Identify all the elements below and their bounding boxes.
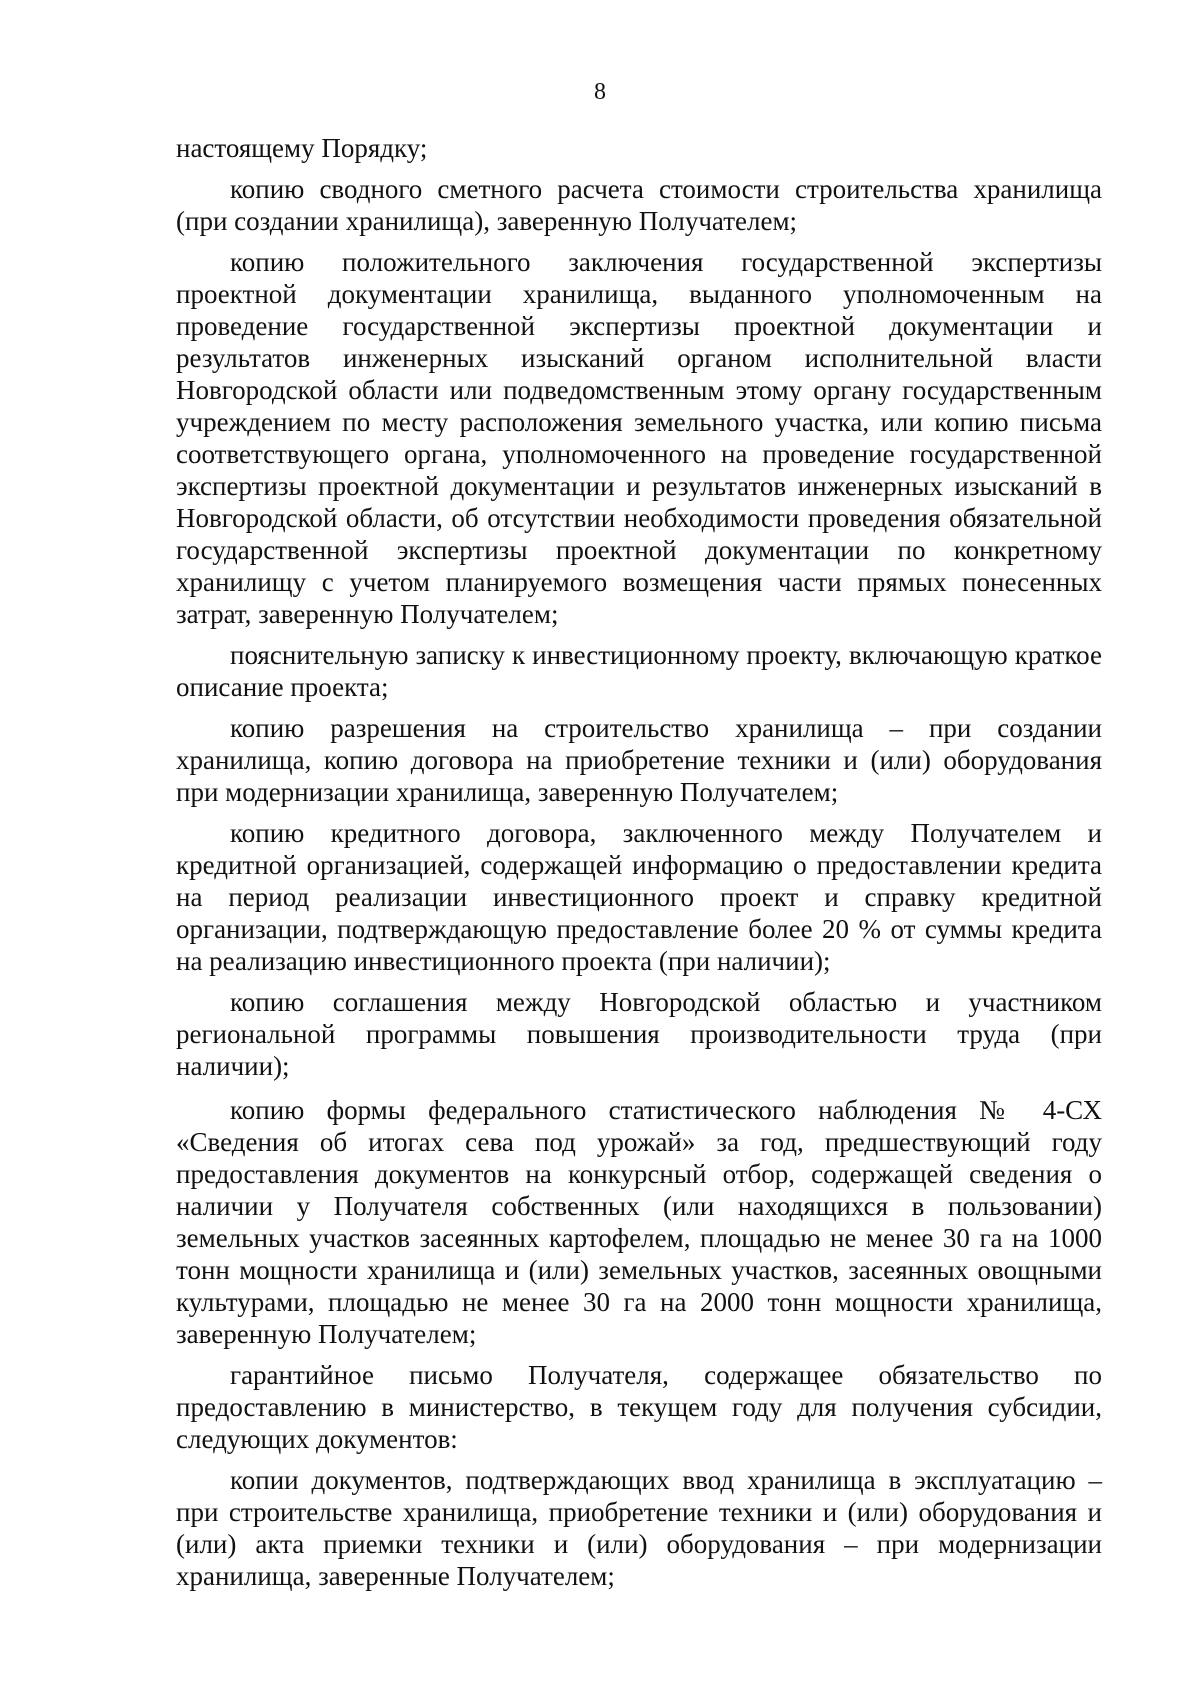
paragraph-cost-estimate: копию сводного сметного расчета стоимости строительства хранилища (при создании хранилища), заверенную Получателем; [176,174,1102,236]
paragraph-guarantee-letter: гарантийное письмо Получателя, содержащее обязательство по предоставлению в министерство, в текущем году для получения субсидии, следующих документов: [176,1360,1102,1454]
paragraph-statistical-form: копию формы федерального статистического наблюдения № 4-СХ «Сведения об итогах сева под урожай» за год, предшествующий году предоставления документов на конкурсный отбор, содержащей сведения о наличии у Получателя собственных (или находящихся в пользовании) земельных участков засеянных картофелем, площадью не менее 30 га на 1000 тонн мощности хранилища и (или) земельных участков, засеянных овощными культурами, площадью не менее 30 га на 2000 тонн мощности хранилища, заверенную Получателем; [176,1095,1102,1349]
paragraph-productivity-agreement: копию соглашения между Новгородской областью и участником региональной программы повышения производительности труда (при наличии); [176,987,1102,1081]
paragraph-order-reference: настоящему Порядку; [176,133,428,163]
document-body [176,132,1102,1592]
paragraph-credit-agreement: копию кредитного договора, заключенного между Получателем и кредитной организацией, содержащей информацию о предоставлении кредита на период реализации инвестиционного проект и справку кредитной организации, подтверждающую предоставление более 20 % от суммы кредита на реализацию инвестиционного проекта (при наличии); [176,818,1102,976]
paragraph-construction-permit: копию разрешения на строительство хранилища – при создании хранилища, копию договора на приобретение техники и (или) оборудования при модернизации хранилища, заверенную Получателем; [176,713,1102,807]
paragraph-commissioning-documents: копии документов, подтверждающих ввод хранилища в эксплуатацию – при строительстве хранилища, приобретение техники и (или) оборудования и (или) акта приемки техники и (или) оборудования – при модернизации хранилища, заверенные Получателем; [176,1465,1102,1591]
paragraph-expertise-conclusion: копию положительного заключения государственной экспертизы проектной документации хранилища, выданного уполномоченным на проведение государственной экспертизы проектной документации и результатов инженерных изысканий органом исполнительной власти Новгородской области или подведомственным этому органу государственным учреждением по месту расположения земельного участка, или копию письма соответствующего органа, уполномоченного на проведение государственной экспертизы проектной документации и результатов инженерных изысканий в Новгородской области, об отсутствии необходимости проведения обязательной государственной экспертизы проектной документации по конкретному хранилищу с учетом планируемого возмещения части прямых понесенных затрат, заверенную Получателем; [176,247,1102,629]
paragraph-explanatory-note: пояснительную записку к инвестиционному проекту, включающую краткое описание проекта; [176,640,1102,702]
page-number: 8 [594,79,606,105]
